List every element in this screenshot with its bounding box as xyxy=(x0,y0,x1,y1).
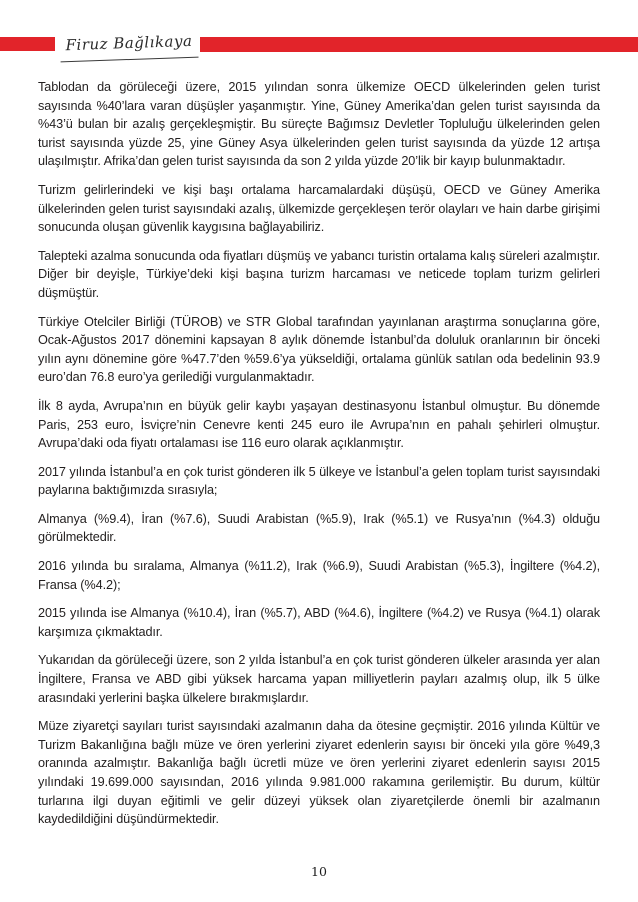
header-left-red-bar xyxy=(0,37,55,51)
page-number: 10 xyxy=(311,864,327,879)
paragraph-europe-revenue-loss: İlk 8 ayda, Avrupa’nın en büyük gelir kaybı yaşayan destinasyonu İstanbul olmuştur. Bu dönemde Paris, 253 euro, İsviçre’nin Cenevre kenti 245 euro ile Avrupa’nın en pahalı şehirleri olmuştur. Avrupa’daki oda fiyatı ortalaması ise 116 euro olarak açıklanmıştır. xyxy=(38,398,600,451)
paragraph-museum-visitors: Müze ziyaretçi sayıları turist sayısındaki azalmanın daha da ötesine geçmiştir. 2016 yılında Kültür ve Turizm Bakanlığına bağlı müze ve ören yerlerini ziyaret edenlerin sayısı bir önceki yıla göre %49,3 oranında azalmıştır. Bakanlığa bağlı ücretli müze ve ören yerlerini ziyaret edenlerin sayısı 2015 yılındaki 19.699.000 sayısından, 2016 yılında 9.981.000 rakamına gerilemiştir. Bu durum, kültür turlarına ilgi duyan eğitimli ve gelir düzeyi yüksek olan ziyaretçilerde önemli bir azalmanın kaydedildiğini düşündürmektedir. xyxy=(38,719,600,827)
paragraph-revenue-causes: Turizm gelirlerindeki ve kişi başı ortalama harcamalardaki düşüşü, OECD ve Güney Amerika ülkelerinden gelen turist sayısındaki azalış, ülkemizde gerçekleşen terör olayları ve hain darbe girişimi sonucunda oluşan güvenlik kaygısına bağlayabiliriz. xyxy=(38,182,600,235)
paragraph-top5-2017: Almanya (%9.4), İran (%7.6), Suudi Arabistan (%5.9), Irak (%5.1) ve Rusya’nın (%4.3) olduğu görülmektedir. xyxy=(38,511,600,545)
paragraph-top5-2015: 2015 yılında ise Almanya (%10.4), İran (%5.7), ABD (%4.6), İngiltere (%4.2) ve Rusya (%4.1) olarak karşımıza çıkmaktadır. xyxy=(38,606,600,639)
paragraph-tourist-decline-oecd: Tablodan da görüleceği üzere, 2015 yılından sonra ülkemize OECD ülkelerinden gelen turist sayısında %40’lara varan düşüşler yaşanmıştır. Yine, Güney Amerika’dan gelen turist sayısında da %43’ü bulan bir azalış gerçekleşmiştir. Bu süreçte Bağımsız Devletler Topluluğu ülkelerinden gelen turist sayısında yüzde 25, yine Güney Asya ülkelerinden gelen turist sayısında da yüzde 12 artışa ulaşılmıştır. Afrika’dan gelen turist sayısında da son 2 yılda yüzde 20’lik bir kayıp bulunmaktadır. xyxy=(38,80,600,169)
paragraph-high-spenders: Yukarıdan da görüleceği üzere, son 2 yılda İstanbul’a en çok turist gönderen ülkeler arasında yer alan İngiltere, Fransa ve ABD gibi yüksek harcama yapan milliyetlerin payları azalmış olup, ilk 5 ülke arasındaki yerlerini başka ülkelere bırakmışlardır. xyxy=(38,653,600,705)
paragraph-turob-str-research: Türkiye Otelciler Birliği (TÜROB) ve STR Global tarafından yayınlanan araştırma sonuçlarına göre, Ocak-Ağustos 2017 dönemini kapsayan 8 aylık dönemde İstanbul’da doluluk oranlarının bir önceki yılın aynı dönemine göre %47.7’den %59.6’ya yükseldiği, ortalama günlük satılan oda bedelinin 93.9 euro’dan 76.8 euro’ya gerilediği vurgulanmaktadır. xyxy=(38,314,600,385)
paragraph-top5-intro: 2017 yılında İstanbul’a en çok turist gönderen ilk 5 ülkeye ve İstanbul’a gelen toplam turist sayısındaki paylarına baktığımızda sırasıyla; xyxy=(38,464,600,498)
paragraph-room-prices: Talepteki azalma sonucunda oda fiyatları düşmüş ve yabancı turistin ortalama kalış süreleri azalmıştır. Diğer bir deyişle, Türkiye’deki kişi başına turizm harcaması ve neticede toplam turizm gelirleri düşmüştür. xyxy=(38,248,600,300)
header-right-red-bar xyxy=(200,37,638,52)
document-body xyxy=(38,78,600,839)
author-signature: Firuz Bağlıkaya xyxy=(59,25,198,63)
paragraph-top5-2016: 2016 yılında bu sıralama, Almanya (%11.2), Irak (%6.9), Suudi Arabistan (%5.3), İngiltere (%4.2), Fransa (%4.2); xyxy=(38,559,600,592)
